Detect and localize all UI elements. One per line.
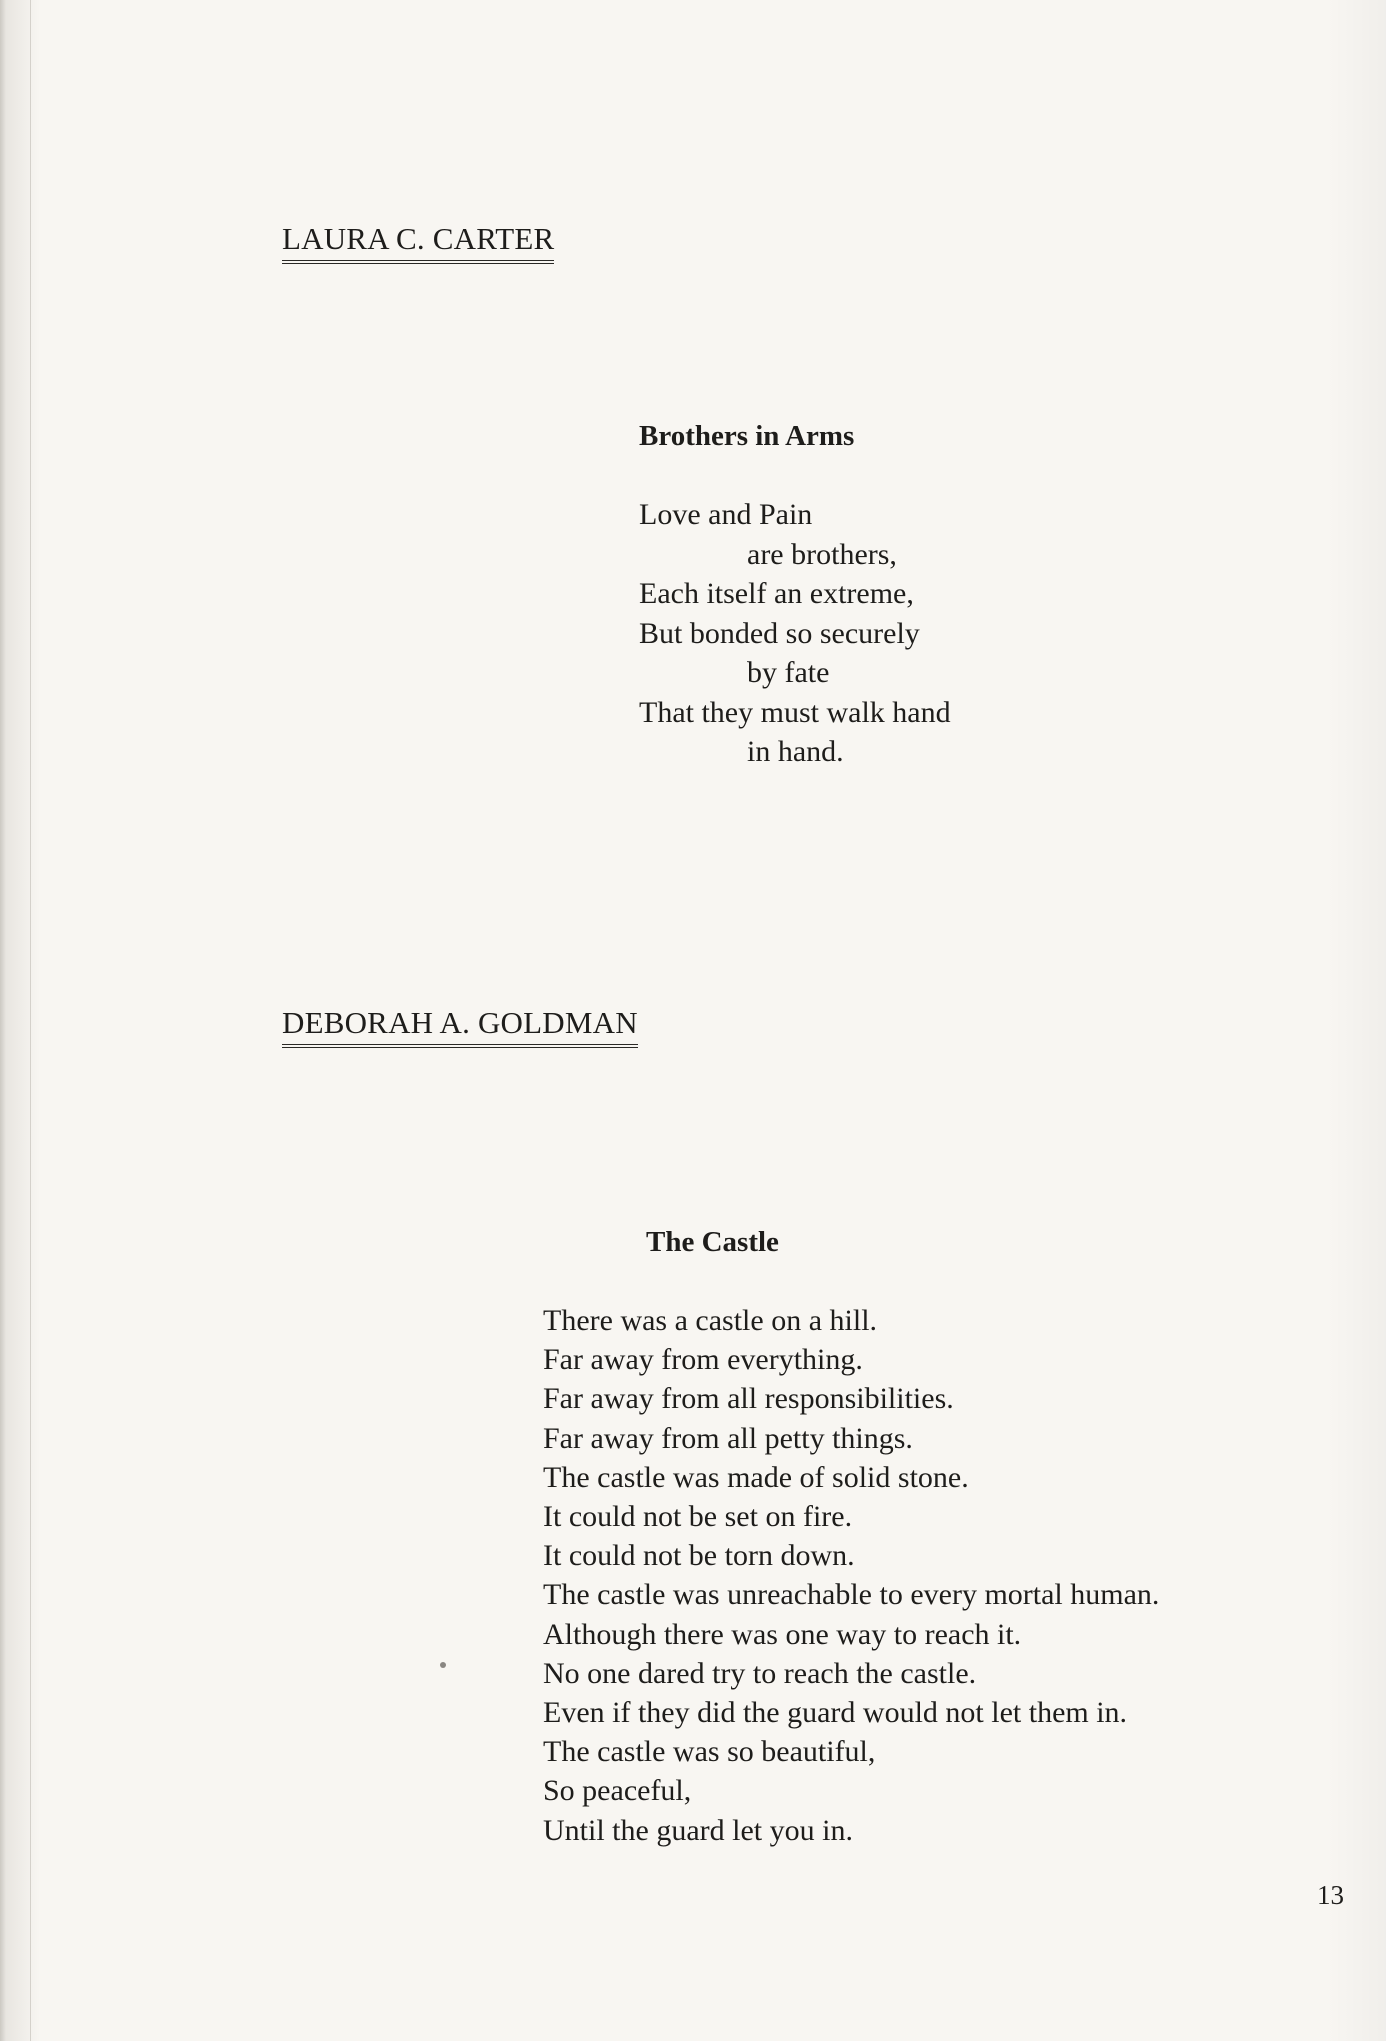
poem-body-the-castle — [543, 1301, 1159, 1850]
paper-speck — [440, 1662, 446, 1668]
poem-line: are brothers, — [747, 537, 897, 571]
poem-line: by fate — [747, 656, 830, 689]
poem-line: There was a castle on a hill. — [543, 1304, 878, 1337]
author-name: LAURA C. CARTER — [282, 223, 554, 264]
poem-line: It could not be torn down. — [543, 1539, 855, 1573]
poem-line: The castle was made of solid stone. — [543, 1460, 969, 1494]
poem-line: So peaceful, — [543, 1774, 692, 1808]
page-number: 13 — [1317, 1880, 1344, 1910]
poem-line: Each itself an extreme, — [639, 577, 914, 610]
poem-line: The castle was unreachable to every mortal human. — [543, 1578, 1160, 1612]
poem-line: in hand. — [747, 735, 844, 768]
page-spine-shadow — [30, 0, 31, 2041]
poem-line: Far away from all petty things. — [543, 1421, 913, 1455]
author-name: DEBORAH A. GOLDMAN — [282, 1007, 638, 1048]
poem-line: Although there was one way to reach it. — [543, 1617, 1022, 1651]
poem-title-brothers-in-arms: Brothers in Arms — [639, 420, 855, 452]
poem-line: Even if they did the guard would not let them in. — [543, 1696, 1128, 1730]
poem-line: Love and Pain — [639, 498, 813, 531]
poem-line: That they must walk hand — [639, 695, 951, 729]
poem-line: Far away from everything. — [543, 1343, 863, 1377]
poem-line: The castle was so beautiful, — [543, 1735, 876, 1769]
poem-line: No one dared try to reach the castle. — [543, 1656, 977, 1690]
poem-line: But bonded so securely — [639, 616, 920, 650]
poem-line: Until the guard let you in. — [543, 1813, 853, 1847]
poem-line: Far away from all responsibilities. — [543, 1382, 954, 1416]
author-heading-carter — [282, 223, 554, 264]
poem-body-brothers-in-arms — [639, 495, 951, 772]
poem-title-the-castle: The Castle — [646, 1226, 779, 1258]
poem-line: It could not be set on fire. — [543, 1500, 853, 1534]
author-heading-goldman — [282, 1007, 638, 1048]
